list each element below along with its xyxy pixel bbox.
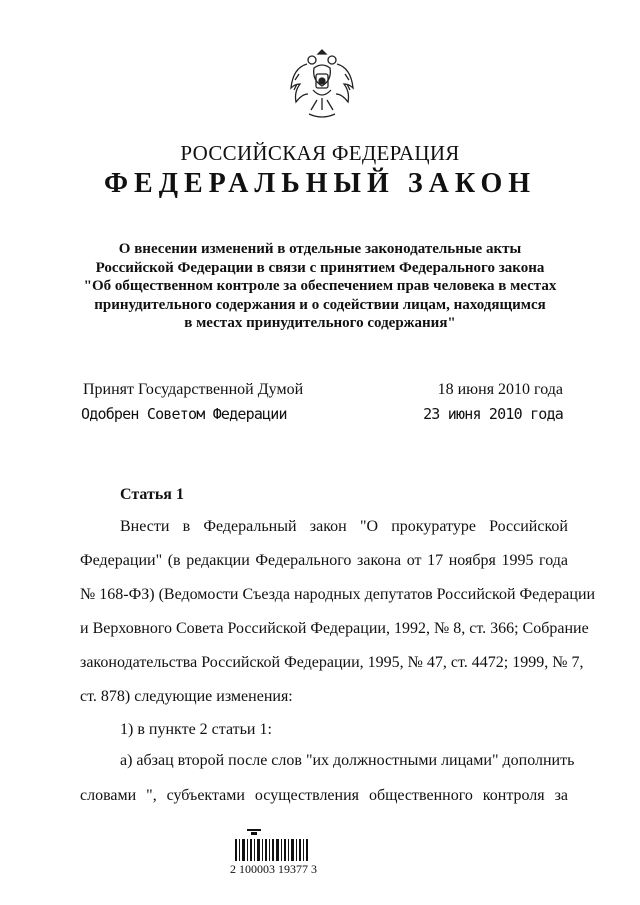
article-heading: Статья 1 [120, 486, 184, 503]
article-text-line: и Верховного Совета Российской Федерации, 1992, № 8, ст. 366; Собрание [80, 620, 589, 637]
article-text-line: Федерации" (в редакции Федерального закона от 17 ноября 1995 года [80, 552, 568, 569]
article-text-line: словами ", субъектами осуществления общественного контроля за [80, 787, 568, 804]
article-text-line: № 168-ФЗ) (Ведомости Съезда народных депутатов Российской Федерации [80, 586, 596, 603]
approved-label: Одобрен Советом Федерации [81, 405, 287, 423]
law-title-line: Российской Федерации в связи с принятием Федерального закона [95, 259, 545, 276]
law-title-line: "Об общественном контроле за обеспечением прав человека в местах [83, 278, 557, 294]
law-title [60, 240, 580, 333]
adopted-label: Принят Государственной Думой [83, 381, 304, 398]
law-title-line: в местах принудительного содержания" [184, 315, 456, 331]
coat-of-arms-icon [287, 44, 357, 124]
country-name: РОССИЙСКАЯ ФЕДЕРАЦИЯ [180, 141, 460, 165]
article-text-line: законодательства Российской Федерации, 1995, № 47, ст. 4472; 1999, № 7, [80, 654, 584, 671]
article-text-line: а) абзац второй после слов "их должностными лицами" дополнить [120, 752, 575, 769]
law-title-line: О внесении изменений в отдельные законодательные акты [118, 241, 522, 257]
law-type-heading: ФЕДЕРАЛЬНЫЙ ЗАКОН [104, 168, 536, 199]
article-text-line: Внести в Федеральный закон "О прокуратуре Российской [120, 518, 568, 535]
article-text-line: 1) в пункте 2 статьи 1: [120, 721, 272, 738]
law-title-line: принудительного содержания и о содействии лицам, находящимся [94, 296, 546, 313]
barcode-number: 2 100003 19377 3 [230, 862, 317, 876]
adopted-date: 18 июня 2010 года [437, 381, 563, 398]
article-text-line: ст. 878) следующие изменения: [80, 688, 293, 705]
approved-date: 23 июня 2010 года [423, 405, 563, 423]
